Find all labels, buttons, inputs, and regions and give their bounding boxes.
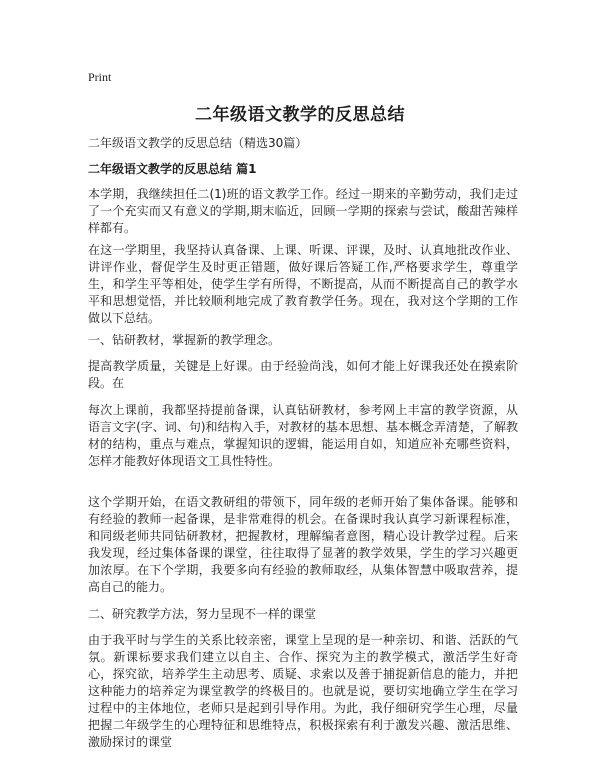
paragraph-4: 提高教学质量，关键是上好课。由于经验尚浅，如何才能上好课我还处在摸索阶段。在	[88, 359, 518, 390]
paragraph-1: 本学期，我继续担任二(1)班的语文教学工作。经过一期来的辛勤劳动，我们走过了一个充实而又有意义的学期,期末临近，回顾一学期的探索与尝试，酸甜苦辣样样都有。	[88, 187, 518, 235]
paragraph-5: 每次上课前，我都坚持提前备课，认真钻研教材，参考网上丰富的教学资源，从语言文字(字、词、句)和结构入手，对教材的基本思想、基本概念弄清楚，了解教材的结构，重点与难点，掌握知识的逻辑，能运用自如，知道应补充哪些资料，怎样才能教好体现语文工具性特性。	[88, 403, 518, 468]
section-heading: 二年级语文教学的反思总结 篇1	[88, 162, 257, 176]
document-subtitle: 二年级语文教学的反思总结（精选30篇）	[88, 136, 308, 150]
paragraph-6: 这个学期开始，在语文教研组的带领下，同年级的老师开始了集体备课。能够和有经验的教师一起备课，是非常难得的机会。在备课时我认真学习新课程标准，和同级老师共同钻研教材，把握教材，理解编者意图，精心设计教学过程。后来我发现，经过集体备课的课堂，往往取得了显著的教学效果，学生的学习兴趣更加浓厚。在下个学期，我要多向有经验的教师取经，从集体智慧中吸取营养，提高自己的能力。	[88, 495, 518, 594]
paragraph-2: 在这一学期里，我坚持认真备课、上课、听课、评课，及时、认真地批改作业、讲评作业，督促学生及时更正错题，做好课后答疑工作,严格要求学生，尊重学生，和学生平等相处，使学生学有所得，不断提高，从而不断提高自己的教学水平和思想觉悟，并比较顺利地完成了教育教学任务。现在，我对这个学期的工作做以下总结。	[88, 243, 518, 325]
paragraph-7-heading: 二、研究教学方法，努力呈现不一样的课堂	[88, 607, 317, 621]
paragraph-8: 由于我平时与学生的关系比较亲密，课堂上呈现的是一种亲切、和谐、活跃的气氛。新课标要求我们建立以自主、合作、探究为主的教学模式，激活学生好奇心，探究欲，培养学生主动思考、质疑、求索以及善于捕捉新信息的能力，并把这种能力的培养定为课堂教学的终极目的。也就是说，要切实地确立学生在学习过程中的主体地位，老师只是起到引导作用。为此，我仔细研究学生心理，尽量把握二年级学生的心理特征和思维特点，积极探索有利于激发兴趣、激活思维、激励探讨的课堂	[88, 633, 518, 749]
document-title: 二年级语文教学的反思总结	[195, 105, 405, 125]
print-label: Print	[88, 70, 112, 84]
paragraph-3-heading: 一、钻研教材，掌握新的教学理念。	[88, 333, 281, 347]
